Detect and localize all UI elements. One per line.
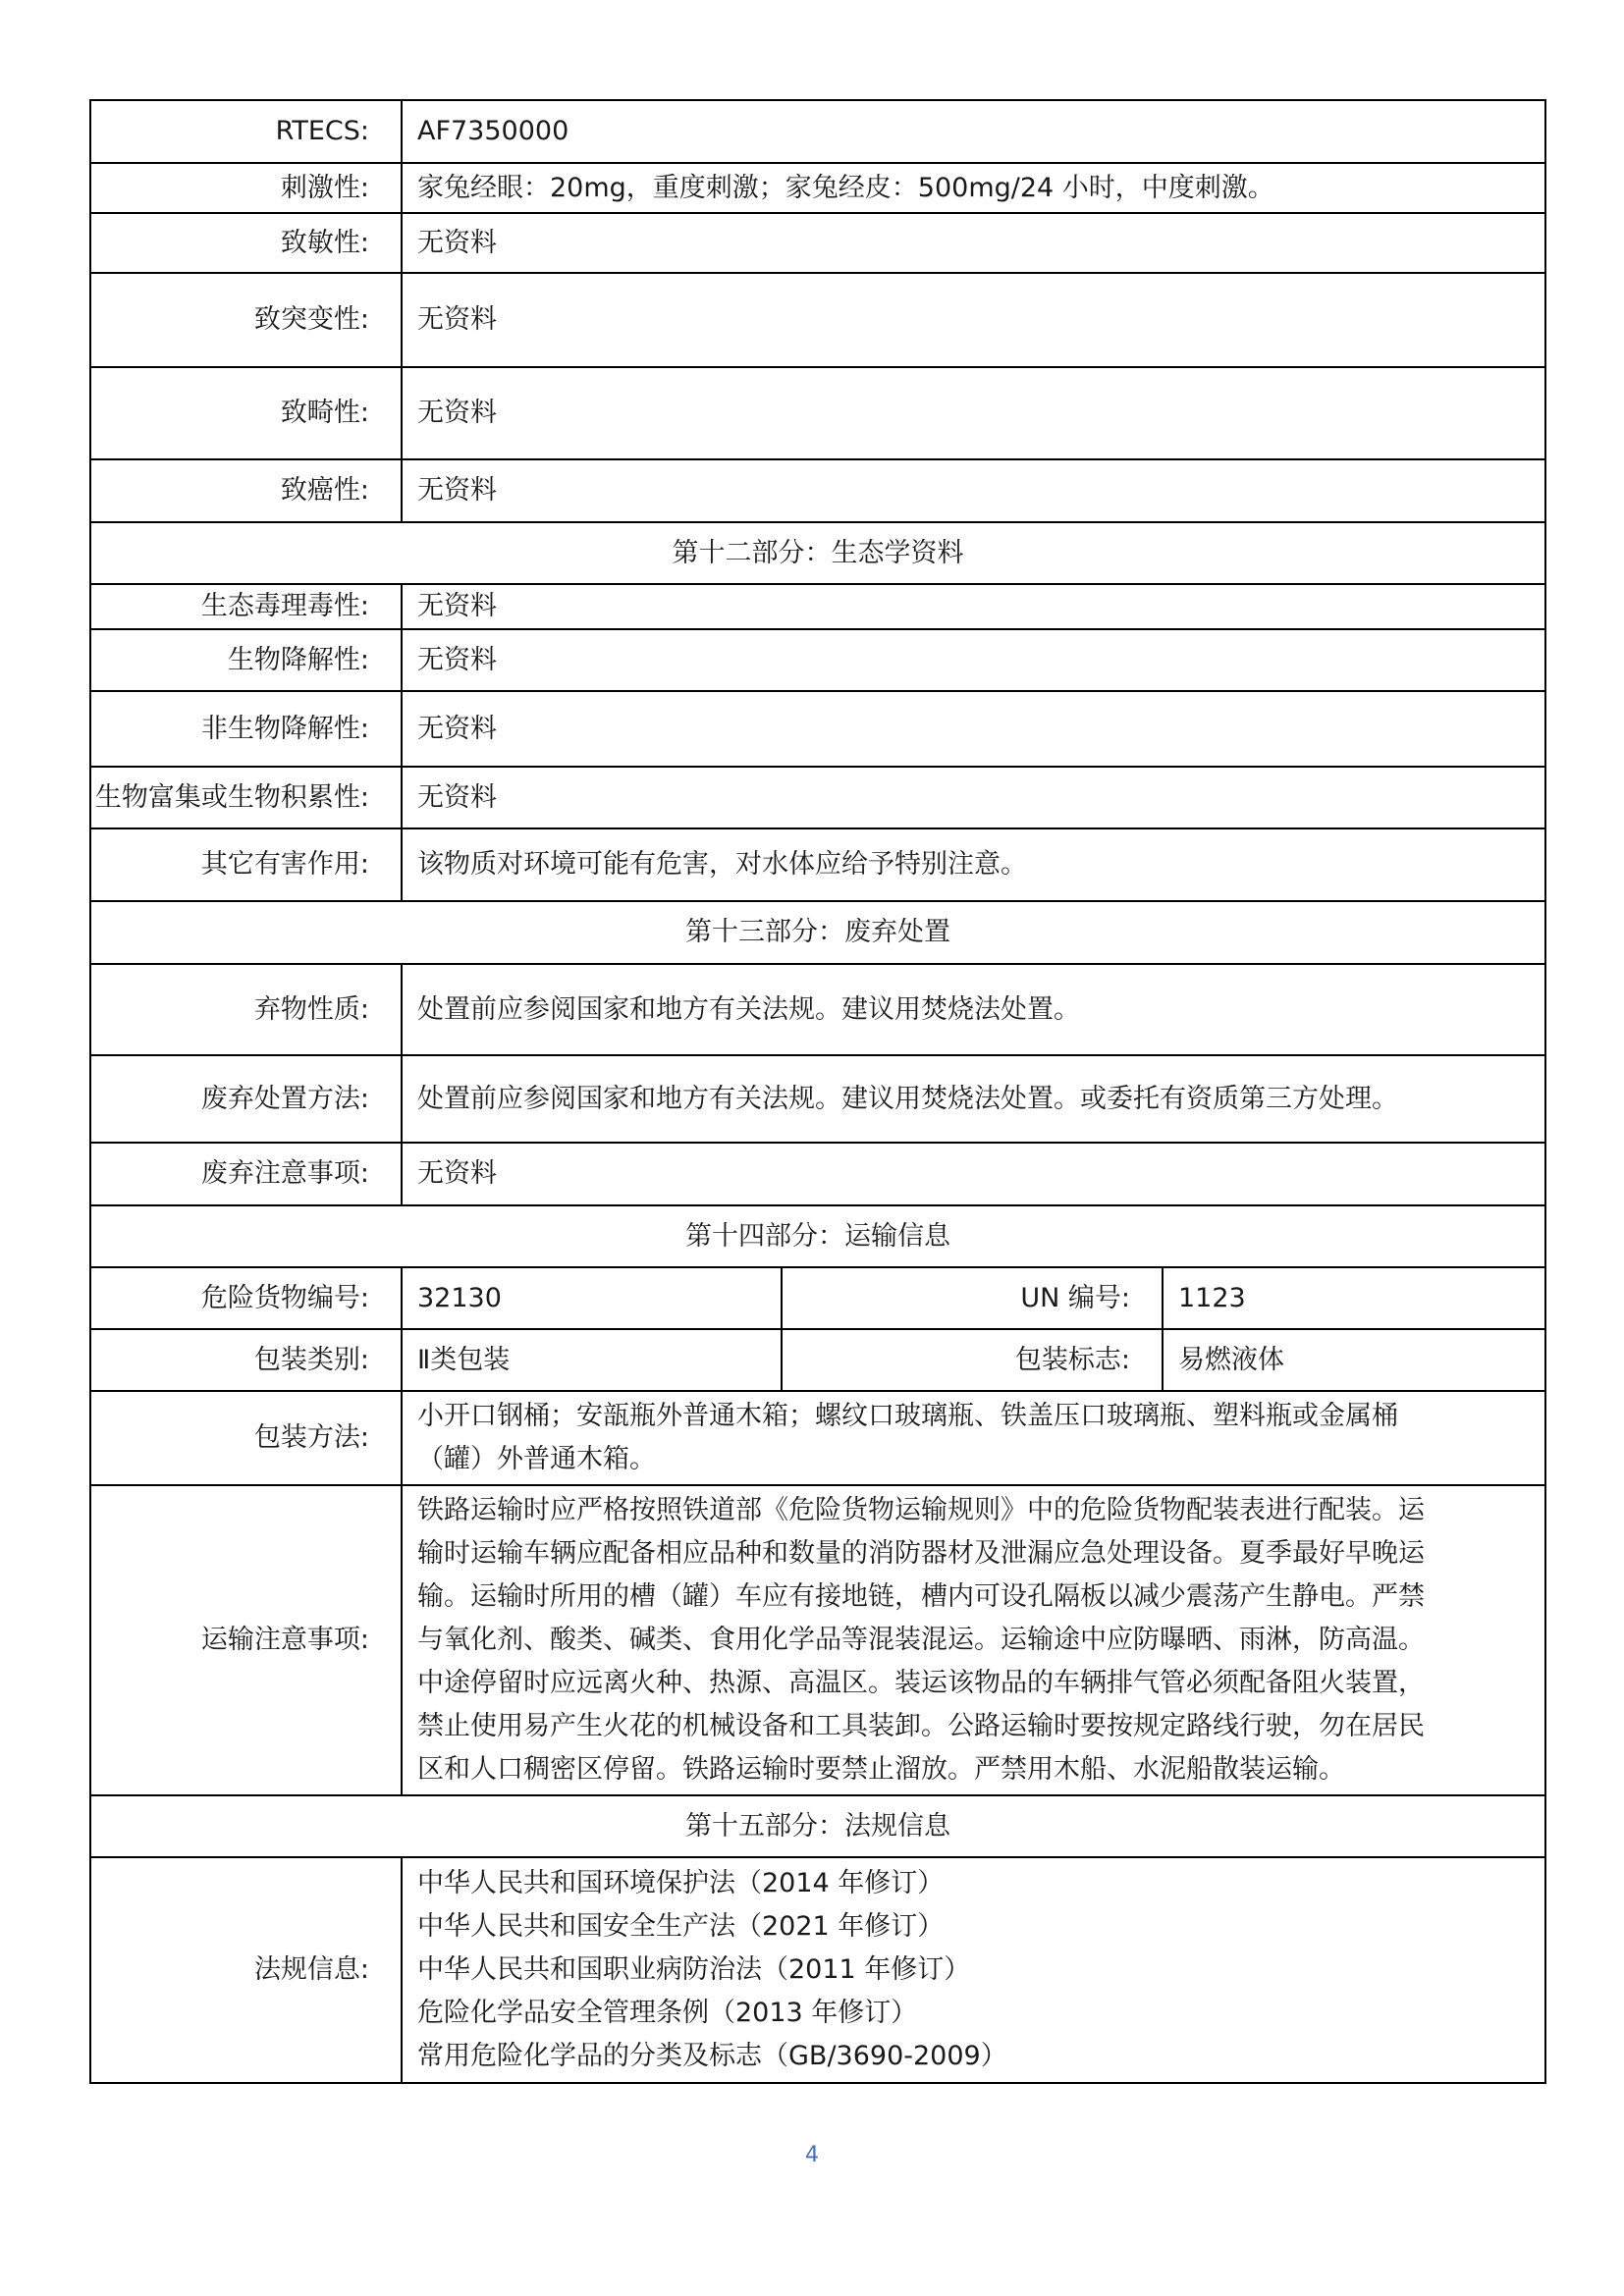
irritation-label: 刺激性: (90, 163, 402, 213)
waste-nature-label: 弃物性质: (90, 964, 402, 1055)
carcinogenicity-value: 无资料 (402, 459, 1545, 522)
transport-notes-value (402, 1485, 1545, 1795)
non-biodegradability-value: 无资料 (402, 691, 1545, 767)
regulation-item: 中华人民共和国职业病防治法（2011 年修订） (417, 1954, 971, 1985)
packing-group-label: 包装类别: (90, 1329, 402, 1391)
bioaccumulation-label (90, 767, 402, 828)
ecotoxicity-label: 生态毒理毒性: (90, 584, 402, 629)
row-non-biodegradability (90, 691, 1545, 767)
regulation-item: 危险化学品安全管理条例（2013 年修订） (417, 1998, 918, 2028)
packing-method-line: 小开口钢桶；安瓿瓶外普通木箱；螺纹口玻璃瓶、铁盖压口玻璃瓶、塑料瓶或金属桶 (417, 1401, 1398, 1431)
row-regulations (90, 1857, 1545, 2083)
section-14-title: 第十四部分：运输信息 (90, 1205, 1545, 1267)
bioaccumulation-label-text: 生物富集或生物积累性: (94, 781, 369, 813)
sds-table (89, 99, 1546, 2084)
transport-notes-label: 运输注意事项: (90, 1485, 402, 1795)
packing-group-value: Ⅱ类包装 (402, 1329, 782, 1391)
rtecs-value: AF7350000 (402, 100, 1545, 163)
carcinogenicity-label: 致癌性: (90, 459, 402, 522)
packing-method-value (402, 1391, 1545, 1485)
transport-notes-line: 铁路运输时应严格按照铁道部《危险货物运输规则》中的危险货物配装表进行配装。运 (417, 1495, 1425, 1525)
regulation-item: 常用危险化学品的分类及标志（GB/3690-2009） (417, 2041, 1007, 2071)
packing-mark-label: 包装标志: (782, 1329, 1163, 1391)
packing-method-label: 包装方法: (90, 1391, 402, 1485)
row-transport-notes (90, 1485, 1545, 1795)
disposal-notes-value: 无资料 (402, 1143, 1545, 1205)
sensitization-value: 无资料 (402, 213, 1545, 273)
transport-notes-line: 禁止使用易产生火花的机械设备和工具装卸。公路运输时要按规定路线行驶，勿在居民 (417, 1711, 1425, 1741)
rtecs-label: RTECS: (90, 100, 402, 163)
row-waste-nature (90, 964, 1545, 1055)
section-13-title: 第十三部分：废弃处置 (90, 901, 1545, 964)
regulations-value (402, 1857, 1545, 2083)
mutagenicity-label: 致突变性: (90, 273, 402, 367)
row-ecotoxicity (90, 584, 1545, 629)
biodegradability-value: 无资料 (402, 629, 1545, 691)
section-14-header (90, 1205, 1545, 1267)
section-12-header (90, 522, 1545, 584)
mutagenicity-value: 无资料 (402, 273, 1545, 367)
row-packing-group (90, 1329, 1545, 1391)
transport-notes-line: 输。运输时所用的槽（罐）车应有接地链，槽内可设孔隔板以减少震荡产生静电。严禁 (417, 1581, 1425, 1612)
row-carcinogenicity (90, 459, 1545, 522)
row-teratogenicity (90, 367, 1545, 459)
disposal-method-label: 废弃处置方法: (90, 1055, 402, 1143)
disposal-notes-label: 废弃注意事项: (90, 1143, 402, 1205)
transport-notes-line: 中途停留时应远离火种、热源、高温区。装运该物品的车辆排气管必须配备阻火装置， (417, 1668, 1425, 1698)
row-sensitization (90, 213, 1545, 273)
irritation-value: 家兔经眼：20mg，重度刺激；家兔经皮：500mg/24 小时，中度刺激。 (402, 163, 1545, 213)
biodegradability-label: 生物降解性: (90, 629, 402, 691)
regulation-item: 中华人民共和国安全生产法（2021 年修订） (417, 1911, 945, 1942)
teratogenicity-value: 无资料 (402, 367, 1545, 459)
row-other-effects (90, 828, 1545, 901)
un-no-label: UN 编号: (782, 1267, 1163, 1329)
teratogenicity-label: 致畸性: (90, 367, 402, 459)
packing-method-line: （罐）外普通木箱。 (417, 1444, 656, 1474)
dangerous-goods-no-value: 32130 (402, 1267, 782, 1329)
row-dangerous-goods (90, 1267, 1545, 1329)
row-disposal-method (90, 1055, 1545, 1143)
row-mutagenicity (90, 273, 1545, 367)
regulation-item: 中华人民共和国环境保护法（2014 年修订） (417, 1868, 945, 1898)
waste-nature-value: 处置前应参阅国家和地方有关法规。建议用焚烧法处置。 (402, 964, 1545, 1055)
disposal-method-value: 处置前应参阅国家和地方有关法规。建议用焚烧法处置。或委托有资质第三方处理。 (402, 1055, 1545, 1143)
section-13-header (90, 901, 1545, 964)
transport-notes-line: 输时运输车辆应配备相应品种和数量的消防器材及泄漏应急处理设备。夏季最好早晚运 (417, 1538, 1425, 1569)
regulations-label: 法规信息: (90, 1857, 402, 2083)
bioaccumulation-value: 无资料 (402, 767, 1545, 828)
dangerous-goods-no-label: 危险货物编号: (90, 1267, 402, 1329)
un-no-value: 1123 (1163, 1267, 1545, 1329)
sensitization-label: 致敏性: (90, 213, 402, 273)
row-disposal-notes (90, 1143, 1545, 1205)
transport-notes-line: 区和人口稠密区停留。铁路运输时要禁止溜放。严禁用木船、水泥船散装运输。 (417, 1754, 1345, 1785)
transport-notes-line: 与氧化剂、酸类、碱类、食用化学品等混装混运。运输途中应防曝晒、雨淋，防高温。 (417, 1625, 1425, 1655)
ecotoxicity-value: 无资料 (402, 584, 1545, 629)
row-rtecs (90, 100, 1545, 163)
section-15-header (90, 1795, 1545, 1857)
non-biodegradability-label: 非生物降解性: (90, 691, 402, 767)
page-number: 4 (805, 2143, 819, 2167)
other-effects-value: 该物质对环境可能有危害，对水体应给予特别注意。 (402, 828, 1545, 901)
other-effects-label: 其它有害作用: (90, 828, 402, 901)
packing-mark-value: 易燃液体 (1163, 1329, 1545, 1391)
row-packing-method (90, 1391, 1545, 1485)
row-bioaccumulation (90, 767, 1545, 828)
row-biodegradability (90, 629, 1545, 691)
section-15-title: 第十五部分：法规信息 (90, 1795, 1545, 1857)
section-12-title: 第十二部分：生态学资料 (90, 522, 1545, 584)
row-irritation (90, 163, 1545, 213)
